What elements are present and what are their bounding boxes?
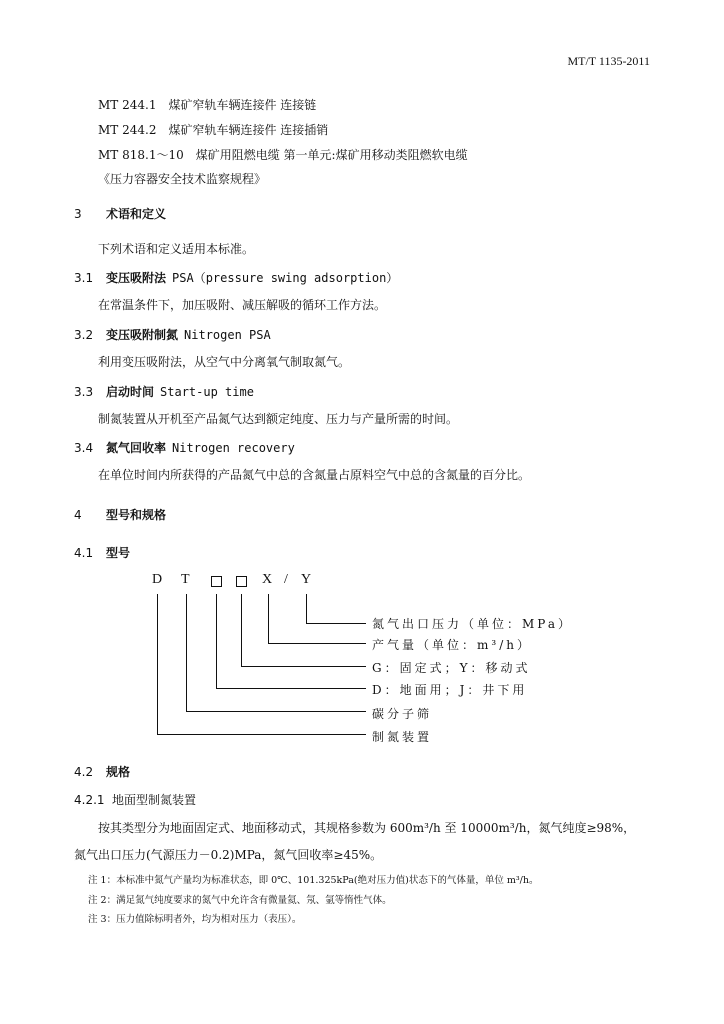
term-title: 变压吸附制氮 [106,328,179,342]
term-definition: 利用变压吸附法，从空气中分离氧气制取氮气。 [98,355,351,369]
code-char-slash: / [284,572,288,587]
section-number: 3 [74,207,82,221]
connector-vertical-t [186,594,187,712]
connector-horizontal-y [306,623,366,624]
code-char-y: Y [301,572,312,587]
legend-nitrogen-unit: 制氮装置 [372,730,433,744]
term-number: 3.1 [74,271,94,285]
connector-vertical-box2 [241,594,242,667]
term-english: Nitrogen recovery [172,441,295,455]
connector-horizontal-x [268,643,366,644]
subsection-heading-4-1 [74,544,130,561]
section-heading-3 [74,205,166,222]
term-heading-3-2 [74,326,271,343]
connector-horizontal-d [157,734,366,735]
term-definition: 制氮装置从开机至产品氮气达到额定纯度、压力与产量所需的时间。 [98,412,459,426]
term-number: 3.3 [74,385,94,399]
reference-item: MT 818.1～10 煤矿用阻燃电缆 第一单元:煤矿用移动类阻燃软电缆 [98,148,468,162]
term-heading-3-3 [74,383,254,400]
section-intro: 下列术语和定义适用本标准。 [98,242,255,256]
subsection-number: 4.1 [74,546,94,560]
code-placeholder-box-1 [211,576,222,587]
subsection-title: 规格 [106,765,131,779]
term-english: Nitrogen PSA [184,328,271,342]
code-char-x: X [262,572,273,587]
section-title: 术语和定义 [106,207,167,221]
term-heading-3-4 [74,439,295,456]
term-title: 启动时间 [106,385,155,399]
subsection-heading-4-2 [74,763,130,780]
section-number: 4 [74,508,82,522]
term-definition: 在单位时间内所获得的产品氮气中总的含氮量占原料空气中总的含氮量的百分比。 [98,468,531,482]
note-1: 注 1：本标准中氮气产量均为标准状态，即 0℃、101.325kPa(绝对压力值)状态下的气体量，单位 m³/h。 [88,875,539,886]
term-number: 3.2 [74,328,94,342]
legend-carbon-molecular-sieve: 碳分子筛 [372,707,433,721]
connector-vertical-box1 [216,594,217,689]
term-english: Start-up time [160,385,254,399]
term-number: 3.4 [74,441,94,455]
legend-outlet-pressure: 氮气出口压力（单位：MPa） [372,617,573,631]
code-char-d: D [152,572,163,587]
connector-horizontal-t [186,711,366,712]
spec-paragraph-line-1: 按其类型分为地面固定式、地面移动式，其规格参数为 600m³/h 至 10000m³/h，氮气纯度≥98%， [98,821,636,835]
reference-item: MT 244.2 煤矿窄轨车辆连接件 连接插销 [98,123,329,137]
subsection-title: 型号 [106,546,131,560]
note-2: 注 2：满足氮气纯度要求的氮气中允许含有微量氦、氖、氩等惰性气体。 [88,895,392,906]
term-title: 变压吸附法 [106,271,167,285]
term-heading-3-1 [74,269,398,286]
section-heading-4 [74,506,166,523]
connector-vertical-d [157,594,158,735]
legend-gas-output: 产气量（单位：m³/h） [372,638,532,652]
subsection-number: 4.2.1 [74,793,105,807]
legend-fixed-mobile: G：固定式；Y：移动式 [372,661,531,675]
note-3: 注 3：压力值除标明者外，均为相对压力（表压）。 [88,914,302,925]
code-placeholder-box-2 [236,576,247,587]
connector-horizontal-box1 [216,688,366,689]
spec-paragraph-line-2: 氮气出口压力(气源压力－0.2)MPa，氮气回收率≥45%。 [74,848,383,862]
connector-horizontal-box2 [241,666,366,667]
term-title: 氮气回收率 [106,441,167,455]
subsection-heading-4-2-1 [74,791,196,808]
section-title: 型号和规格 [106,508,167,522]
code-char-t: T [181,572,190,587]
term-english: PSA（pressure swing adsorption） [172,271,399,285]
standard-code: MT/T 1135-2011 [567,54,650,68]
reference-item: 《压力容器安全技术监察规程》 [98,172,267,186]
reference-item: MT 244.1 煤矿窄轨车辆连接件 连接链 [98,98,317,112]
subsection-title: 地面型制氮装置 [112,793,197,807]
connector-vertical-x [268,594,269,644]
term-definition: 在常温条件下，加压吸附、减压解吸的循环工作方法。 [98,298,387,312]
connector-vertical-y [306,594,307,624]
legend-surface-underground: D：地面用；J：井下用 [372,683,528,697]
subsection-number: 4.2 [74,765,94,779]
